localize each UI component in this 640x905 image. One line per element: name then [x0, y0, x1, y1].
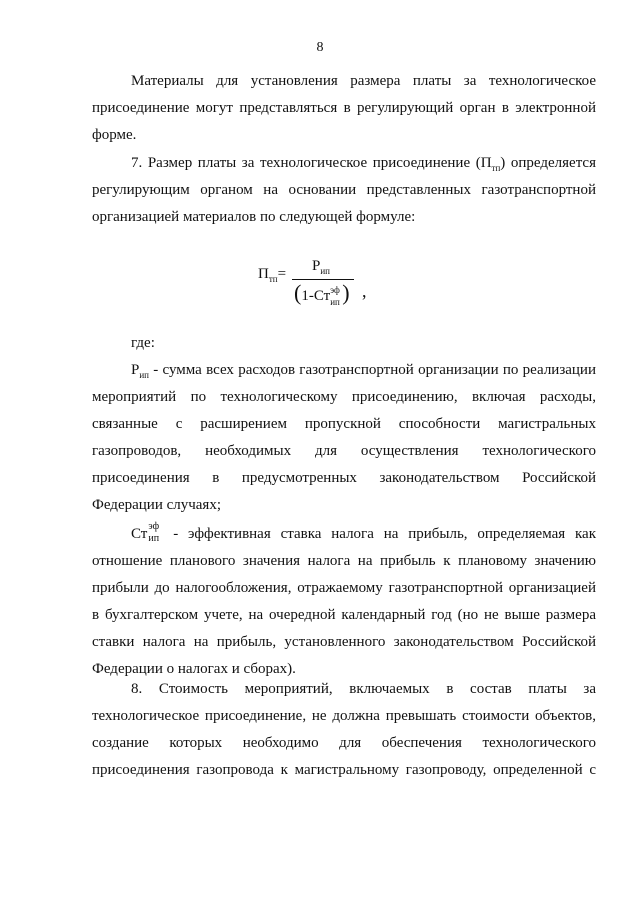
paragraph-line: ставки налога на прибыль, установленного законодательством Российской [92, 634, 596, 650]
paragraph-line: связанные с расширением пропускной способности магистральных [92, 416, 596, 432]
subscript: ип [148, 533, 160, 544]
paragraph-line: технологическое присоединение, не должна превышать стоимости объектов, [92, 708, 596, 724]
formula-symbol: П [258, 266, 269, 282]
paragraph-line [92, 357, 596, 384]
sup-sub-stack [147, 521, 163, 544]
formula [252, 258, 392, 318]
subscript: тп [491, 163, 501, 173]
paragraph-line: Материалы для установления размера платы за технологическое [131, 73, 596, 89]
paragraph-line: отношение планового значения налога на прибыль к плановому значению [92, 553, 596, 569]
text-fragment: - сумма всех расходов газотранспортной организации по реализации [148, 362, 596, 378]
page-number: 8 [316, 40, 324, 55]
paragraph-line: мероприятий по технологическому присоединению, включая расходы, [92, 389, 596, 405]
paragraph-line: форме. [92, 127, 137, 143]
superscript: эф [330, 284, 340, 295]
formula-numerator [312, 258, 330, 275]
superscript: эф [148, 521, 160, 532]
paren-close: ) [342, 280, 350, 305]
paragraph-item-7 [92, 150, 596, 231]
paragraph-line: создание которых необходимо для обеспечения технологического [92, 735, 596, 751]
paragraph-line: прибыли до налогообложения, отражаемому газотранспортной организацией [92, 580, 596, 596]
paragraph-line: 8. Стоимость мероприятий, включаемых в состав платы за [131, 681, 596, 697]
paragraph-line: присоединения в предусмотренных законодательством Российской [92, 470, 596, 486]
paragraph-line: в бухгалтерском учете, на очередной календарный год (но не выше размера [92, 607, 596, 623]
text-fragment: ) определяется [500, 155, 596, 171]
paragraph-line: присоединения газопровода к магистральному газопроводу, определенной с [92, 762, 596, 778]
paragraph-line: где: [131, 335, 155, 351]
equals-sign: = [277, 266, 287, 282]
formula-symbol: Р [312, 258, 321, 274]
formula-symbol: Ст [131, 526, 148, 542]
formula-lhs [258, 266, 286, 283]
formula-symbol: Р [131, 362, 140, 378]
formula-symbol: 1-Ст [301, 288, 331, 304]
paragraph-item-8 [92, 676, 596, 784]
formula-comma: , [362, 281, 367, 301]
paragraph-materials [92, 68, 596, 149]
subscript: ип [330, 296, 340, 307]
sup-sub-stack [330, 284, 342, 307]
paragraph-line: организацией материалов по следующей формуле: [92, 209, 416, 225]
where-label [92, 330, 596, 357]
paragraph-line [92, 521, 596, 548]
paragraph-line: присоединение могут представляться в регулирующий орган в электронной [92, 100, 596, 116]
paragraph-line [92, 150, 596, 177]
paren-open: ( [294, 280, 302, 305]
paragraph-line: Федерации о налогах и сборах). [92, 661, 296, 677]
definition-tax-rate [92, 521, 596, 683]
text-fragment: 7. Размер платы за технологическое присоединение (П [131, 155, 492, 171]
text-fragment: - эффективная ставка налога на прибыль, определяемая как [163, 526, 596, 542]
definition-pip [92, 357, 596, 519]
subscript: тп [268, 274, 278, 284]
paragraph-line: Федерации случаях; [92, 497, 222, 513]
formula-denominator [294, 280, 350, 306]
subscript: ип [139, 370, 149, 380]
subscript: ип [320, 266, 330, 276]
paragraph-line: регулирующим органом на основании представленных газотранспортной [92, 182, 596, 198]
paragraph-line: газопроводов, необходимых для осуществления технологического [92, 443, 596, 459]
